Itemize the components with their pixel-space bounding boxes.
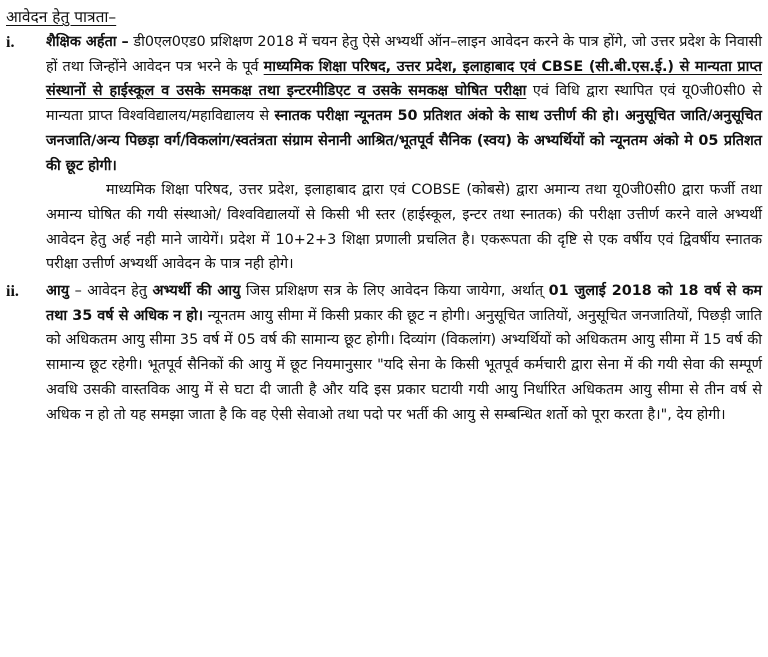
paragraph-age	[46, 279, 762, 427]
section-content	[46, 30, 762, 277]
paragraph-qualification	[46, 30, 762, 178]
section-age	[6, 279, 762, 427]
age-text-3: न्यूनतम आयु सीमा में किसी प्रकार की छूट न होगी। अनुसूचित जातियों, अनुसूचित जनजातियों, पिछड़ी जाति को अधिकतम आयु सीमा 35 वर्ष में 05 वर्ष की सामान्य छूट होगी। दिव्यांग (विकलांग) अभ्यर्थियों को अधिकतम आयु सीमा में 15 वर्ष की सामान्य छूट रहेगी। भूतपूर्व सैनिकों की आयु में छूट नियमानुसार "यदि सेना के किसी भूतपूर्व कर्मचारी द्वारा सेना में की गयी सेवा की सम्पूर्ण अवधि उसकी वास्तविक आयु में से घटा दी जाती है और यदि इस प्रकार घटायी गयी आयु निर्धारित अधिकतम आयु सीमा से तीन वर्ष से अधिक न हो तो यह समझा जाता है कि वह ऐसी सेवाओ तथा पदो पर भर्ती की आयु से सम्बन्धित शर्तो को पूरा करता है।", देय होगी।	[46, 307, 762, 423]
paragraph-unrecognized-institutions: माध्यमिक शिक्षा परिषद, उत्तर प्रदेश, इलाहाबाद द्वारा एवं COBSE (कोबसे) द्वारा अमान्य तथा यू0जी0सी0 द्वारा फर्जी तथा अमान्य घोषित की गयी संस्थाओ/ विश्वविद्यालयों से किसी भी स्तर (हाईस्कूल, इन्टर तथा स्नातक) की परीक्षा उत्तीर्ण करने वाले अभ्यर्थी आवेदन हेतु अर्ह नही माने जायेगें। प्रदेश में 10+2+3 शिक्षा प्रणाली प्रचलित है। एकरूपता की दृष्टि से एक वर्षीय एवं द्विवर्षीय स्नातक परीक्षा उत्तीर्ण अभ्यर्थी आवेदन के पात्र नही होगे।	[46, 182, 762, 273]
age-text-1: – आवेदन हेतु	[69, 283, 153, 300]
age-bold-1: अभ्यर्थी की आयु	[152, 283, 241, 300]
section-educational-qualification	[6, 30, 762, 277]
qualification-graduation-criteria: स्नातक परीक्षा न्यूनतम 50 प्रतिशत अंको के साथ उत्तीर्ण की हो। अनुसूचित जाति/अनुसूचित जनजाति/अन्य पिछड़ा वर्ग/विकलांग/स्वतंत्रता संग्राम सेनानी आश्रित/भूतपूर्व सैनिक (स्वय) के अभ्यर्थियों को न्यूनतम अंको मे 05 प्रतिशत की छूट होगी।	[46, 108, 762, 174]
qualification-text-1: डी0एल0एड0 प्रशिक्षण 2018 में चयन हेतु ऐसे अभ्यर्थी ऑन–लाइन आवेदन करने के पात्र होंगे, जो उत्तर प्रदेश के निवासी हों तथा जिन्होंने आवेदन पत्र भरने के पूर्व	[46, 34, 763, 75]
section-numeral: i.	[6, 34, 15, 51]
age-limit: 01 जुलाई 2018 को 18 वर्ष से कम तथा 35 वर्ष से अधिक न हो।	[46, 283, 762, 324]
age-label: आयु	[46, 283, 70, 300]
section-content	[46, 279, 762, 427]
section-numeral: ii.	[6, 283, 19, 301]
section-heading: आवेदन हेतु पात्रता–	[6, 8, 117, 26]
qualification-text-2: एवं विधि द्वारा स्थापित एवं यू0जी0सी0 से मान्यता प्राप्त विश्वविद्यालय/महाविद्यालय से	[46, 83, 762, 125]
qualification-label: शैक्षिक अर्हता –	[46, 34, 129, 50]
qualification-recognized-boards: माध्यमिक शिक्षा परिषद, उत्तर प्रदेश, इलाहाबाद एवं CBSE (सी.बी.एस.ई.) से मान्यता प्राप्त संस्थानों से हाईस्कूल व उसके समकक्ष तथा इन्टरमीडिएट व उसके समकक्ष घोषित परीक्षा	[46, 58, 762, 100]
age-text-2: जिस प्रशिक्षण सत्र के लिए आवेदन किया जायेगा, अर्थात्	[240, 283, 549, 300]
